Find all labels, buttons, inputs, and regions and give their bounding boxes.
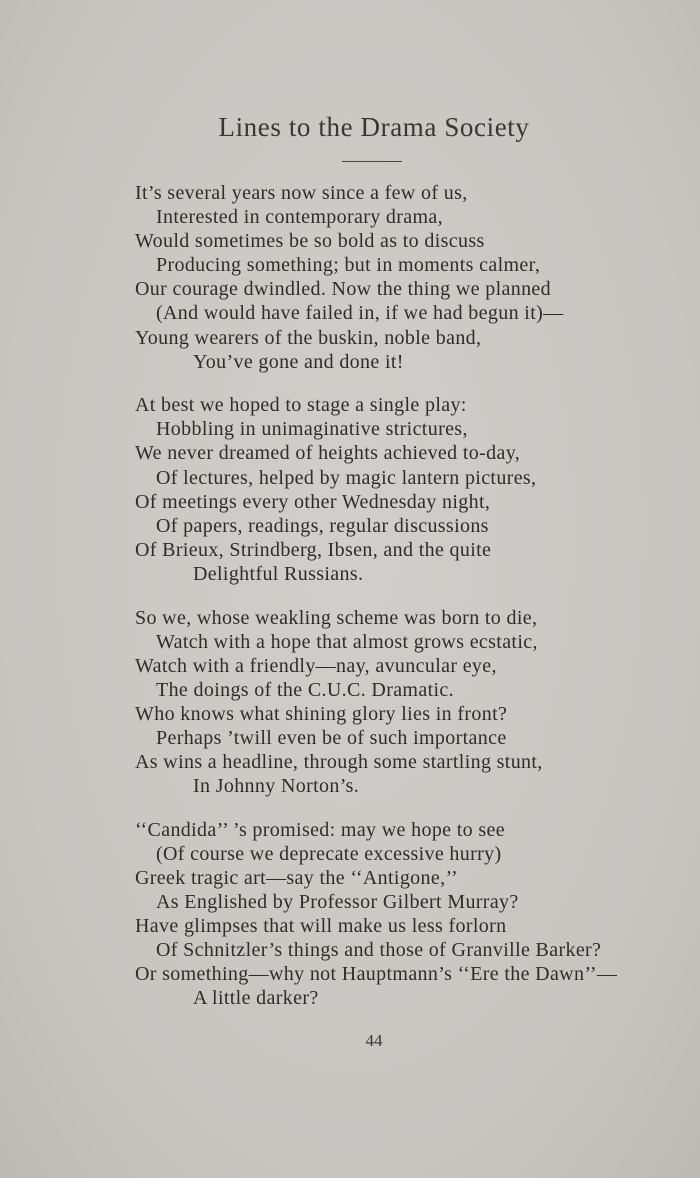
poem-line: The doings of the C.U.C. Dramatic.	[156, 678, 454, 701]
stanza-1	[135, 181, 675, 374]
poem-line: Hobbling in unimaginative strictures,	[156, 418, 468, 441]
poem-line: Of Brieux, Strindberg, Ibsen, and the quite	[135, 538, 492, 561]
poem-line: Would sometimes be so bold as to discuss	[135, 230, 485, 253]
poem-line: You’ve gone and done it!	[193, 350, 404, 373]
page-number: 44	[365, 1031, 383, 1050]
poem-line: Of Schnitzler’s things and those of Granville Barker?	[156, 939, 602, 962]
poem-line: Watch with a hope that almost grows ecstatic,	[156, 630, 538, 653]
poem-line: Delightful Russians.	[193, 562, 364, 585]
stanza-4	[135, 818, 675, 1011]
poem-line: Of papers, readings, regular discussions	[156, 514, 489, 537]
poem-line: ‘‘Candida’’ ’s promised: may we hope to see	[135, 818, 505, 841]
poem-line: Or something—why not Hauptmann’s ‘‘Ere the Dawn’’—	[135, 963, 618, 986]
poem-line: Perhaps ’twill even be of such importance	[156, 726, 507, 749]
stanza-3	[135, 606, 675, 799]
poem-line: As Englished by Professor Gilbert Murray?	[156, 891, 519, 914]
poem-line: Who knows what shining glory lies in front?	[135, 702, 508, 725]
poem-line: It’s several years now since a few of us,	[135, 182, 468, 204]
poem-line: Young wearers of the buskin, noble band,	[135, 326, 482, 349]
poem-line: Greek tragic art—say the ‘‘Antigone,’’	[135, 866, 458, 889]
poem-line: Producing something; but in moments calmer,	[156, 254, 541, 277]
stanza-2	[135, 393, 675, 586]
poem-line: (And would have failed in, if we had begun it)—	[156, 302, 564, 325]
poem-line: As wins a headline, through some startling stunt,	[135, 751, 543, 774]
poem-line: So we, whose weakling scheme was born to die,	[135, 606, 538, 629]
poem-line: Of lectures, helped by magic lantern pictures,	[156, 466, 537, 489]
poem-title: Lines to the Drama Society	[218, 112, 530, 142]
poem-body	[135, 181, 675, 1030]
poem-line: Watch with a friendly—nay, avuncular eye,	[135, 654, 497, 677]
poem-line: Our courage dwindled. Now the thing we planned	[135, 278, 551, 301]
title-divider	[342, 161, 402, 162]
poem-line: At best we hoped to stage a single play:	[135, 394, 467, 417]
poem-line: Interested in contemporary drama,	[156, 206, 443, 229]
poem-line: In Johnny Norton’s.	[193, 775, 360, 798]
poem-line: Of meetings every other Wednesday night,	[135, 490, 491, 513]
poem-line: A little darker?	[193, 987, 319, 1010]
poem-line: (Of course we deprecate excessive hurry)	[156, 842, 502, 865]
poem-line: We never dreamed of heights achieved to-day,	[135, 442, 521, 465]
poem-line: Have glimpses that will make us less forlorn	[135, 915, 507, 938]
